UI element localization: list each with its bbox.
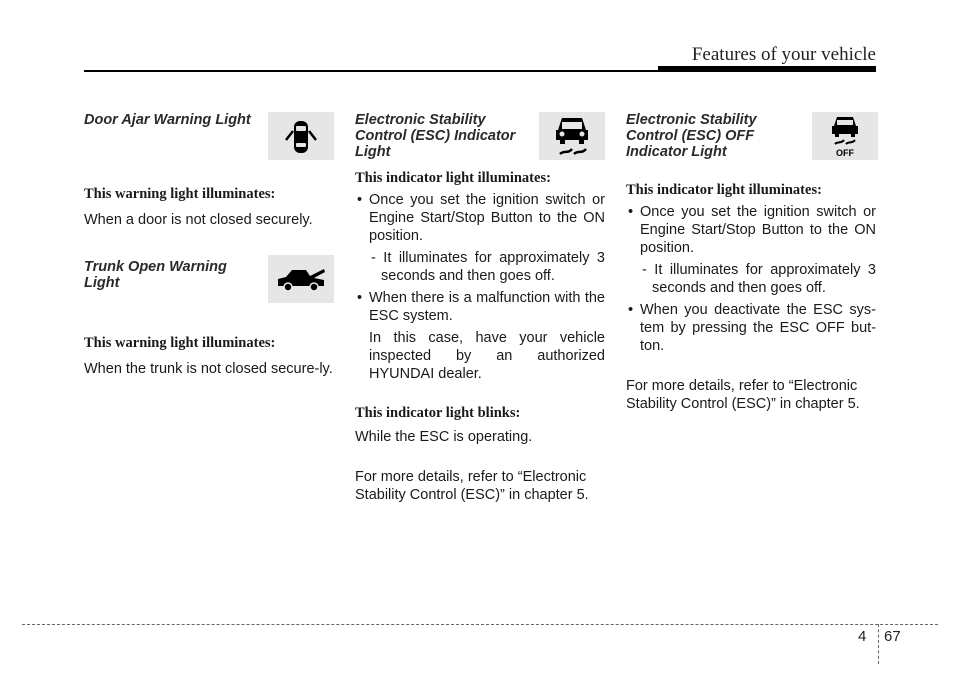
trunk-open-section-head	[84, 259, 334, 317]
esc-indicator-icon	[539, 112, 605, 160]
esc-more-details: For more details, refer to “Electronic Stability Control (ESC)” in chapter 5.	[355, 469, 589, 503]
header-rule-accent	[658, 66, 876, 72]
esc-off-icon	[812, 112, 878, 160]
esc-off-more-details: For more details, refer to “Electronic Stability Control (ESC)” in chapter 5.	[626, 378, 860, 412]
esc-sub-1: - It illuminates for approximately 3 seconds and then goes off.	[371, 250, 605, 284]
door-ajar-section-head	[84, 108, 334, 162]
trunk-open-text: When the trunk is not closed secure-ly.	[84, 361, 333, 377]
esc-blinks-text: While the ESC is operating.	[355, 429, 533, 445]
esc-section-head	[355, 108, 605, 164]
column-2	[355, 108, 605, 504]
footer-rule	[22, 624, 938, 625]
footer-divider	[878, 624, 879, 664]
esc-off-bullet-1: • Once you set the ignition switch or Engine Start/Stop Button to the ON position.	[626, 203, 876, 257]
esc-off-sub-1: - It illuminates for approximately 3 seconds and then goes off.	[642, 262, 876, 296]
door-ajar-text: When a door is not closed securely.	[84, 212, 313, 228]
door-ajar-subheading: This warning light illuminates:	[84, 186, 276, 202]
trunk-open-subheading: This warning light illuminates:	[84, 335, 276, 351]
trunk-open-icon	[268, 255, 334, 303]
page-number: 67	[884, 628, 901, 645]
door-ajar-heading: Door Ajar Warning Light	[84, 112, 251, 128]
column-3	[626, 108, 876, 413]
esc-off-bullet-2: • When you deactivate the ESC sys-tem by pressing the ESC OFF but-ton.	[626, 301, 876, 355]
esc-heading: Electronic Stability Control (ESC) Indicator Light	[355, 112, 516, 160]
esc-bullet-1: • Once you set the ignition switch or Engine Start/Stop Button to the ON position.	[355, 191, 605, 245]
trunk-open-heading: Trunk Open Warning Light	[84, 259, 227, 291]
esc-off-icon-label: OFF	[836, 148, 854, 158]
chapter-number: 4	[858, 628, 867, 645]
column-1	[84, 108, 334, 378]
door-ajar-icon	[268, 112, 334, 160]
esc-off-section-head	[626, 108, 876, 164]
esc-off-heading: Electronic Stability Control (ESC) OFF Indicator Light	[626, 112, 757, 160]
esc-bullet-2: • When there is a malfunction with the ESC system.	[355, 289, 605, 325]
esc-bullet-2-detail: In this case, have your vehicle inspected by an authorized HYUNDAI dealer.	[369, 330, 605, 382]
esc-illuminates-heading: This indicator light illuminates:	[355, 170, 551, 186]
esc-blinks-heading: This indicator light blinks:	[355, 405, 521, 421]
header-title: Features of your vehicle	[691, 44, 876, 65]
esc-off-illuminates-heading: This indicator light illuminates:	[626, 182, 822, 198]
